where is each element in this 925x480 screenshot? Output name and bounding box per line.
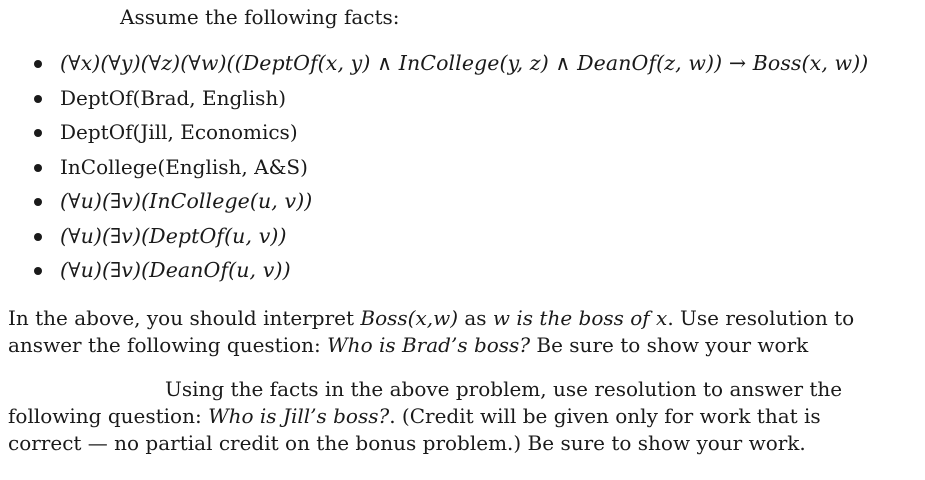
- question-brad: Who is Brad’s boss?: [327, 333, 531, 357]
- boss-predicate: Boss(x,w): [360, 306, 459, 330]
- fact-text: DeptOf(Brad, English): [60, 85, 287, 110]
- bullet-icon: [34, 129, 42, 137]
- bullet-icon: [34, 233, 42, 241]
- boss-meaning: w is the boss of x: [492, 306, 668, 330]
- bullet-icon: [34, 95, 42, 103]
- bullet-icon: [34, 198, 42, 206]
- list-item: [34, 150, 868, 185]
- question-text: . Use resolution to answer the following question:: [8, 306, 855, 357]
- question-text: as: [458, 306, 493, 330]
- list-item: [34, 46, 868, 81]
- bullet-icon: [34, 60, 42, 68]
- bonus-text: Using the facts in the above problem, use resolution to answer the following question:: [8, 377, 843, 428]
- question-paragraph: [8, 305, 898, 359]
- bonus-paragraph: [8, 376, 898, 457]
- question-text: Be sure to show your work: [530, 333, 809, 357]
- list-item: [34, 219, 868, 254]
- list-item: [34, 115, 868, 150]
- bonus-text: . (Credit will be given only for work that is correct — no partial credit on the bonus problem.) Be sure to show your work.: [8, 404, 821, 455]
- question-jill: Who is Jill’s boss?: [208, 404, 390, 428]
- list-item: [34, 81, 868, 116]
- fact-text: (∀u)(∃v)(DeptOf(u, v)): [60, 223, 287, 248]
- fact-text: DeptOf(Jill, Economics): [60, 120, 298, 144]
- bullet-icon: [34, 267, 42, 275]
- fact-text: (∀u)(∃v)(InCollege(u, v)): [60, 189, 313, 213]
- bullet-icon: [34, 164, 42, 172]
- fact-text: (∀x)(∀y)(∀z)(∀w)((DeptOf(x, y) ∧ InCollege(y, z) ∧ DeanOf(z, w)) → Boss(x, w)): [60, 51, 869, 75]
- fact-text: (∀u)(∃v)(DeanOf(u, v)): [60, 258, 291, 282]
- facts-list: [34, 46, 868, 288]
- question-text: In the above, you should interpret: [8, 306, 361, 330]
- intro-text: Assume the following facts:: [120, 5, 400, 29]
- list-item: [34, 253, 868, 288]
- fact-text: InCollege(English, A&S): [60, 154, 308, 179]
- list-item: [34, 184, 868, 219]
